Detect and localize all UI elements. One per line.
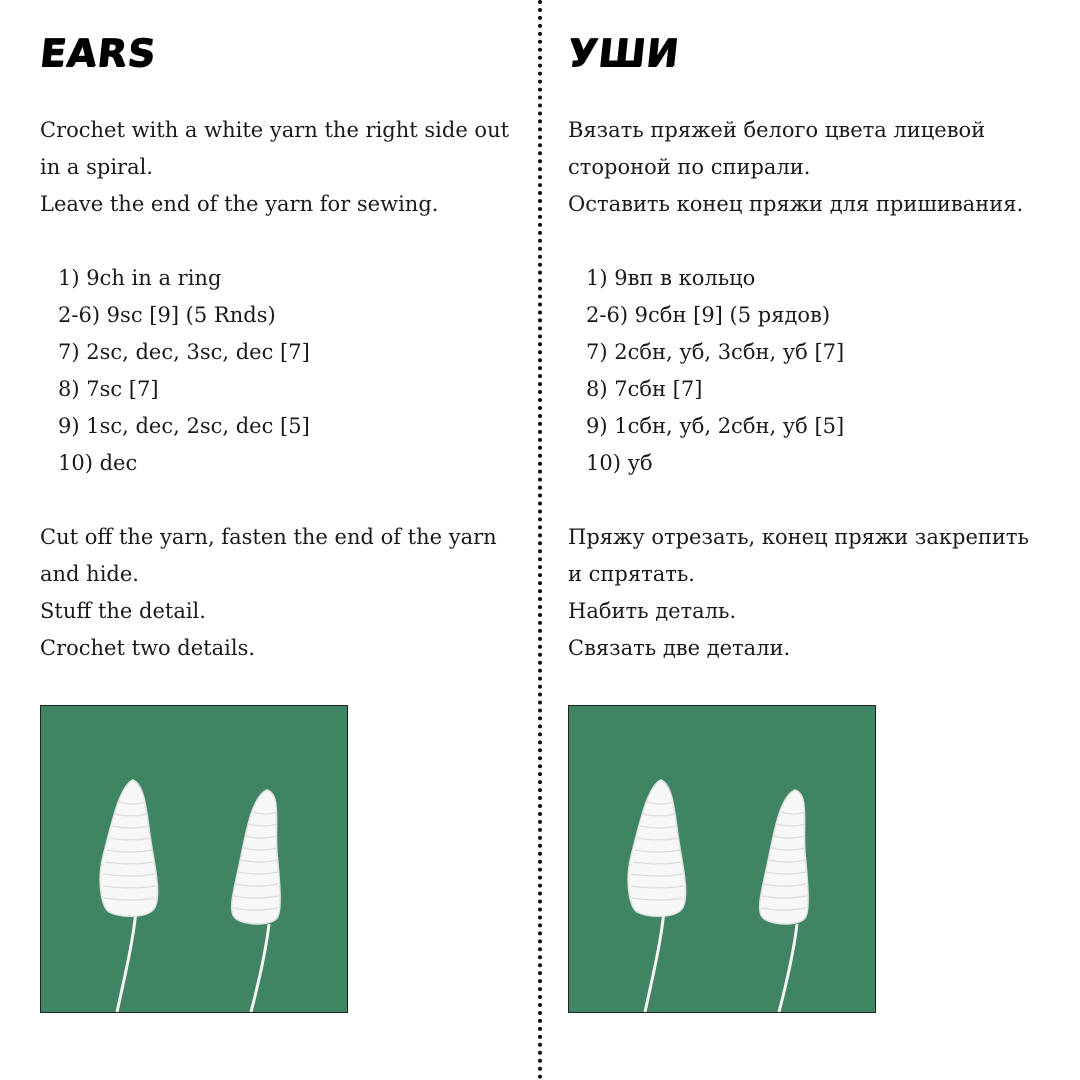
intro-line: Crochet with a white yarn the right side out in a spiral. [40,118,510,179]
list-item: 8) 7сбн [7] [586,377,703,401]
column-divider [538,0,542,1080]
list-item: 9) 1сбн, уб, 2сбн, уб [5] [586,414,845,438]
list-item: 10) уб [586,451,653,475]
crochet-ears-image [41,706,347,1012]
rounds-list-english [58,260,538,482]
rounds-list-russian [586,260,1066,482]
list-item: 1) 9вп в кольцо [586,266,756,290]
list-item: 2-6) 9сбн [9] (5 рядов) [586,303,831,327]
intro-line: Оставить конец пряжи для пришивания. [568,192,1024,216]
list-item: 7) 2sc, dec, 3sc, dec [7] [58,340,310,364]
page-title-english: EARS [37,31,159,75]
list-item: 2-6) 9sc [9] (5 Rnds) [58,303,276,327]
outro-line: Crochet two details. [40,636,256,660]
list-item: 8) 7sc [7] [58,377,159,401]
intro-text-english [40,112,520,223]
outro-line: Stuff the detail. [40,599,206,623]
crochet-ears-image [569,706,875,1012]
outro-line: Пряжу отрезать, конец пряжи закрепить и спрятать. [568,525,1029,586]
intro-line: Leave the end of the yarn for sewing. [40,192,439,216]
outro-line: Набить деталь. [568,599,737,623]
outro-line: Связать две детали. [568,636,791,660]
list-item: 1) 9ch in a ring [58,266,222,290]
intro-line: Вязать пряжей белого цвета лицевой стороной по спирали. [568,118,986,179]
ears-photo [568,705,876,1013]
list-item: 10) dec [58,451,138,475]
page-title-russian: УШИ [565,31,682,75]
list-item: 7) 2сбн, уб, 3сбн, уб [7] [586,340,845,364]
list-item: 9) 1sc, dec, 2sc, dec [5] [58,414,310,438]
outro-text-russian [568,519,1048,667]
outro-text-english [40,519,520,667]
ears-photo [40,705,348,1013]
intro-text-russian [568,112,1048,223]
outro-line: Cut off the yarn, fasten the end of the yarn and hide. [40,525,497,586]
